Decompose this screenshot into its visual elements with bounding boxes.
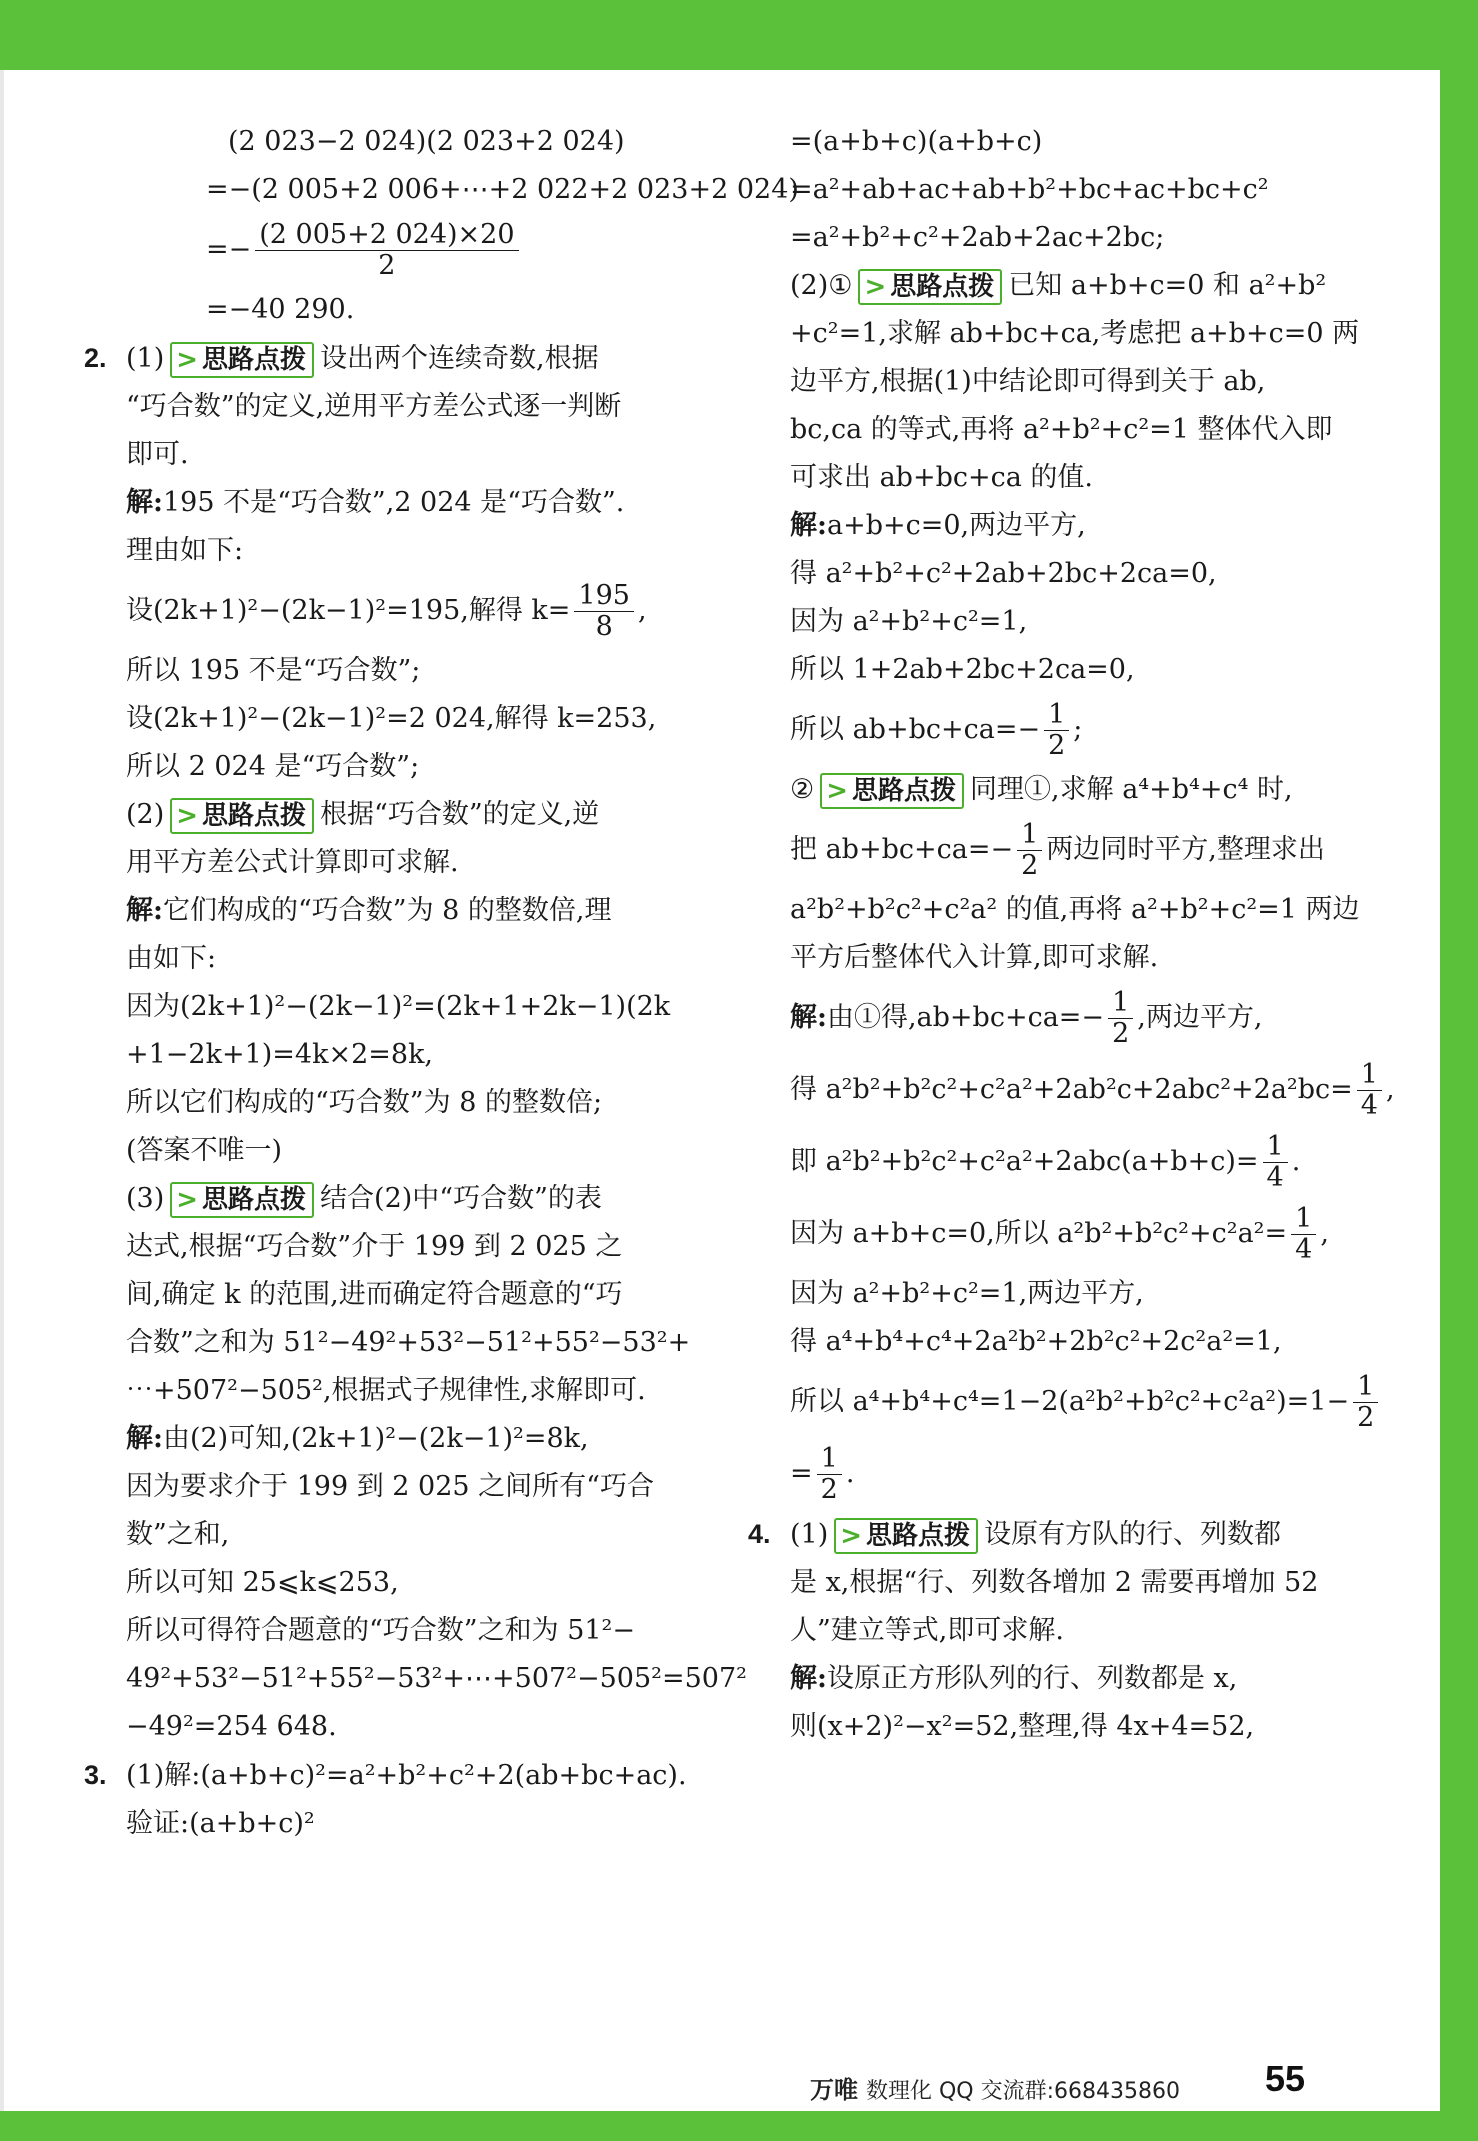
math-line bbox=[78, 214, 718, 286]
tip-label: 思路点拨 bbox=[866, 1520, 971, 1551]
chevron-right-icon: > bbox=[176, 344, 199, 375]
numerator: 1 bbox=[1108, 988, 1133, 1019]
math-line: =a²+ab+ac+ab+b²+bc+ac+bc+c² bbox=[790, 174, 1269, 205]
math-text: 把 ab+bc+ca=− bbox=[790, 834, 1014, 865]
math-text: , bbox=[1320, 1218, 1329, 1249]
solution-line bbox=[770, 982, 1380, 1054]
tip-text: 结合(2)中“巧合数”的表 bbox=[320, 1183, 602, 1214]
math-line bbox=[770, 1438, 1380, 1510]
text-line: 验证:(a+b+c)² bbox=[126, 1808, 315, 1839]
math-line bbox=[78, 575, 718, 647]
question-3-header bbox=[78, 1751, 718, 1800]
fraction bbox=[1044, 700, 1069, 761]
text: 它们构成的“巧合数”为 8 的整数倍,理 bbox=[162, 895, 612, 926]
tip-text: 设原有方队的行、列数都 bbox=[984, 1519, 1282, 1550]
tip-label: 思路点拨 bbox=[202, 344, 307, 375]
math-text: ; bbox=[1073, 714, 1083, 745]
fraction bbox=[1357, 1060, 1382, 1121]
math-text: . bbox=[845, 1458, 855, 1489]
text-line: 所以 195 不是“巧合数”; bbox=[126, 655, 421, 686]
numerator: (2 005+2 024)×20 bbox=[255, 220, 518, 251]
numerator: 195 bbox=[574, 581, 634, 612]
math-line: =−40 290. bbox=[206, 294, 355, 325]
text: a+b+c=0,两边平方, bbox=[826, 510, 1086, 541]
text-line: 设(2k+1)²−(2k−1)²=2 024,解得 k=253, bbox=[126, 703, 657, 734]
footer-text: 数理化 QQ 交流群:668435860 bbox=[866, 2079, 1181, 2104]
math-line: 49²+53²−51²+55²−53²+⋯+507²−505²=507² bbox=[126, 1663, 747, 1694]
text-line: 是 x,根据“行、列数各增加 2 需要再增加 52 bbox=[790, 1567, 1319, 1598]
solution-line bbox=[78, 479, 718, 527]
solution-line bbox=[78, 887, 718, 935]
text: (1)解:(a+b+c)²=a²+b²+c²+2(ab+bc+ac). bbox=[126, 1760, 687, 1791]
text-line: 由如下: bbox=[126, 943, 217, 974]
denominator: 2 bbox=[378, 250, 396, 281]
math-text: . bbox=[1291, 1146, 1301, 1177]
text-line: 数”之和, bbox=[126, 1519, 230, 1550]
math-text: 设(2k+1)²−(2k−1)²=195,解得 k= bbox=[126, 595, 571, 626]
denominator: 8 bbox=[595, 611, 613, 642]
part-label: (2) bbox=[126, 799, 165, 830]
text-line: 所以可得符合题意的“巧合数”之和为 51²− bbox=[126, 1615, 635, 1646]
math-line bbox=[770, 1198, 1380, 1270]
part-label: (3) bbox=[126, 1183, 165, 1214]
text-line: “巧合数”的定义,逆用平方差公式逐一判断 bbox=[126, 391, 622, 422]
math-text: =− bbox=[206, 234, 252, 265]
math-text: 所以 a⁴+b⁴+c⁴=1−2(a²b²+b²c²+c²a²)=1− bbox=[790, 1386, 1350, 1417]
text-line: ⋯+507²−505²,根据式子规律性,求解即可. bbox=[126, 1375, 646, 1406]
text-line: 可求出 ab+bc+ca 的值. bbox=[790, 462, 1093, 493]
solution-line bbox=[770, 1655, 1380, 1703]
solution-label: 解: bbox=[126, 1423, 163, 1454]
math-line: −49²=254 648. bbox=[126, 1711, 337, 1742]
page-number: 55 bbox=[1265, 2058, 1306, 2099]
part-3-header bbox=[78, 1175, 718, 1223]
tip-label: 思路点拨 bbox=[202, 1184, 307, 1215]
tip-text: 同理①,求解 a⁴+b⁴+c⁴ 时, bbox=[970, 774, 1293, 805]
text-line: 边平方,根据(1)中结论即可得到关于 ab, bbox=[790, 366, 1266, 397]
denominator: 2 bbox=[1021, 850, 1039, 881]
fraction bbox=[1108, 988, 1133, 1049]
fraction bbox=[255, 220, 518, 281]
text-line: 所以 2 024 是“巧合数”; bbox=[126, 751, 420, 782]
question-4-header bbox=[748, 1510, 1380, 1559]
chevron-right-icon: > bbox=[864, 271, 887, 302]
math-text: 两边同时平方,整理求出 bbox=[1046, 834, 1325, 865]
fraction bbox=[1017, 820, 1042, 881]
math-line: 得 a²+b²+c²+2ab+2bc+2ca=0, bbox=[790, 558, 1217, 589]
denominator: 2 bbox=[820, 1474, 838, 1505]
math-text: 即 a²b²+b²c²+c²a²+2abc(a+b+c)= bbox=[790, 1146, 1259, 1177]
brand-logo: 万唯 bbox=[810, 2076, 858, 2104]
text-line: bc,ca 的等式,再将 a²+b²+c²=1 整体代入即 bbox=[790, 414, 1333, 445]
tip-badge bbox=[170, 342, 314, 378]
denominator: 4 bbox=[1266, 1162, 1284, 1193]
text-line: a²b²+b²c²+c²a² 的值,再将 a²+b²+c²=1 两边 bbox=[790, 894, 1360, 925]
text-line: 平方后整体代入计算,即可求解. bbox=[790, 942, 1159, 973]
part-2-header bbox=[78, 791, 718, 839]
page-edge bbox=[0, 0, 4, 2141]
part-label: (2)① bbox=[790, 270, 853, 301]
math-line bbox=[770, 814, 1380, 886]
solution-line bbox=[78, 1415, 718, 1463]
solution-line bbox=[770, 502, 1380, 550]
solution-label: 解: bbox=[790, 1663, 827, 1694]
fraction bbox=[817, 1444, 842, 1505]
math-line: 则(x+2)²−x²=52,整理,得 4x+4=52, bbox=[790, 1711, 1255, 1742]
question-number: 4. bbox=[748, 1519, 771, 1549]
tip-label: 思路点拨 bbox=[202, 800, 307, 831]
solution-label: 解: bbox=[126, 895, 163, 926]
chevron-right-icon: > bbox=[176, 800, 199, 831]
green-frame-right bbox=[1440, 0, 1478, 2141]
question-number: 2. bbox=[84, 343, 107, 373]
question-number: 3. bbox=[84, 1760, 107, 1790]
right-column bbox=[748, 118, 1395, 1751]
math-line: 因为 a²+b²+c²=1,两边平方, bbox=[790, 1278, 1144, 1309]
text-line: 所以它们构成的“巧合数”为 8 的整数倍; bbox=[126, 1087, 603, 1118]
text-line: 间,确定 k 的范围,进而确定符合题意的“巧 bbox=[126, 1279, 623, 1310]
green-frame-top bbox=[0, 0, 1478, 70]
numerator: 1 bbox=[1291, 1204, 1316, 1235]
question-2-header bbox=[78, 334, 718, 383]
footer bbox=[810, 2070, 1180, 2105]
math-line: =−(2 005+2 006+⋯+2 022+2 023+2 024) bbox=[206, 174, 799, 205]
math-text: = bbox=[790, 1458, 813, 1489]
denominator: 2 bbox=[1357, 1402, 1375, 1433]
part-2-2-header bbox=[770, 766, 1380, 814]
text: 195 不是“巧合数”,2 024 是“巧合数”. bbox=[162, 487, 625, 518]
math-line: 得 a⁴+b⁴+c⁴+2a²b²+2b²c²+2c²a²=1, bbox=[790, 1326, 1282, 1357]
numerator: 1 bbox=[1044, 700, 1069, 731]
denominator: 4 bbox=[1295, 1234, 1313, 1265]
tip-text: 根据“巧合数”的定义,逆 bbox=[320, 799, 600, 830]
text-line: 理由如下: bbox=[126, 535, 244, 566]
tip-label: 思路点拨 bbox=[852, 775, 957, 806]
part-label: (1) bbox=[126, 343, 165, 374]
math-line: 因为 a²+b²+c²=1, bbox=[790, 606, 1028, 637]
math-line: +1−2k+1)=4k×2=8k, bbox=[126, 1039, 434, 1070]
tip-badge bbox=[170, 1182, 314, 1218]
tip-badge bbox=[820, 773, 964, 809]
tip-text: 设出两个连续奇数,根据 bbox=[320, 343, 599, 374]
math-line bbox=[770, 1054, 1395, 1126]
solution-label: 解: bbox=[126, 487, 163, 518]
math-text: 所以 ab+bc+ca=− bbox=[790, 714, 1041, 745]
text-line: 因为要求介于 199 到 2 025 之间所有“巧合 bbox=[126, 1471, 654, 1502]
chevron-right-icon: > bbox=[176, 1184, 199, 1215]
numerator: 1 bbox=[1357, 1060, 1382, 1091]
text-line: (答案不唯一) bbox=[126, 1135, 283, 1166]
tip-badge bbox=[858, 269, 1002, 305]
part-label: (1) bbox=[790, 1519, 829, 1550]
math-text: , bbox=[1385, 1074, 1395, 1105]
fraction bbox=[1291, 1204, 1316, 1265]
solution-label: 解: bbox=[790, 510, 827, 541]
answer-page bbox=[10, 70, 1430, 2108]
left-column bbox=[78, 118, 799, 1848]
fraction bbox=[1353, 1372, 1378, 1433]
tip-badge bbox=[834, 1518, 978, 1554]
text: 由(2)可知,(2k+1)²−(2k−1)²=8k, bbox=[162, 1423, 589, 1454]
part-2-1-header bbox=[770, 262, 1380, 310]
text-line: +c²=1,求解 ab+bc+ca,考虑把 a+b+c=0 两 bbox=[790, 318, 1360, 349]
numerator: 1 bbox=[1017, 820, 1042, 851]
denominator: 2 bbox=[1112, 1018, 1130, 1049]
math-line bbox=[770, 1126, 1380, 1198]
fraction bbox=[1263, 1132, 1288, 1193]
tip-badge bbox=[170, 798, 314, 834]
math-text: ,两边平方, bbox=[1137, 1002, 1263, 1033]
math-line bbox=[770, 1366, 1380, 1438]
math-line bbox=[770, 694, 1380, 766]
tip-label: 思路点拨 bbox=[890, 271, 995, 302]
math-line: 所以 1+2ab+2bc+2ca=0, bbox=[790, 654, 1135, 685]
numerator: 1 bbox=[1263, 1132, 1288, 1163]
text-line: 人”建立等式,即可求解. bbox=[790, 1615, 1064, 1646]
math-line: 因为(2k+1)²−(2k−1)²=(2k+1+2k−1)(2k bbox=[126, 991, 671, 1022]
tip-text: 已知 a+b+c=0 和 a²+b² bbox=[1008, 270, 1327, 301]
green-frame-bottom bbox=[0, 2111, 1478, 2141]
fraction bbox=[574, 581, 634, 642]
math-line: (2 023−2 024)(2 023+2 024) bbox=[228, 126, 625, 157]
text-line: 达式,根据“巧合数”介于 199 到 2 025 之 bbox=[126, 1231, 623, 1262]
math-text: , bbox=[637, 595, 647, 626]
math-text: 得 a²b²+b²c²+c²a²+2ab²c+2abc²+2a²bc= bbox=[790, 1074, 1353, 1105]
text-line: 即可. bbox=[126, 439, 189, 470]
math-text: 因为 a+b+c=0,所以 a²b²+b²c²+c²a²= bbox=[790, 1218, 1288, 1249]
denominator: 2 bbox=[1048, 730, 1066, 761]
chevron-right-icon: > bbox=[826, 775, 849, 806]
math-text: 由①得,ab+bc+ca=− bbox=[826, 1002, 1105, 1033]
denominator: 4 bbox=[1360, 1090, 1378, 1121]
chevron-right-icon: > bbox=[840, 1520, 863, 1551]
numerator: 1 bbox=[817, 1444, 842, 1475]
text: 设原正方形队列的行、列数都是 x, bbox=[826, 1663, 1238, 1694]
solution-label: 解: bbox=[790, 1002, 827, 1033]
text-line: 合数”之和为 51²−49²+53²−51²+55²−53²+ bbox=[126, 1327, 691, 1358]
math-line: =a²+b²+c²+2ab+2ac+2bc; bbox=[790, 222, 1165, 253]
text-line: 用平方差公式计算即可求解. bbox=[126, 847, 459, 878]
numerator: 1 bbox=[1353, 1372, 1378, 1403]
part-label: ② bbox=[790, 774, 815, 805]
text-line: 所以可知 25⩽k⩽253, bbox=[126, 1567, 399, 1598]
math-line: =(a+b+c)(a+b+c) bbox=[790, 126, 1043, 157]
